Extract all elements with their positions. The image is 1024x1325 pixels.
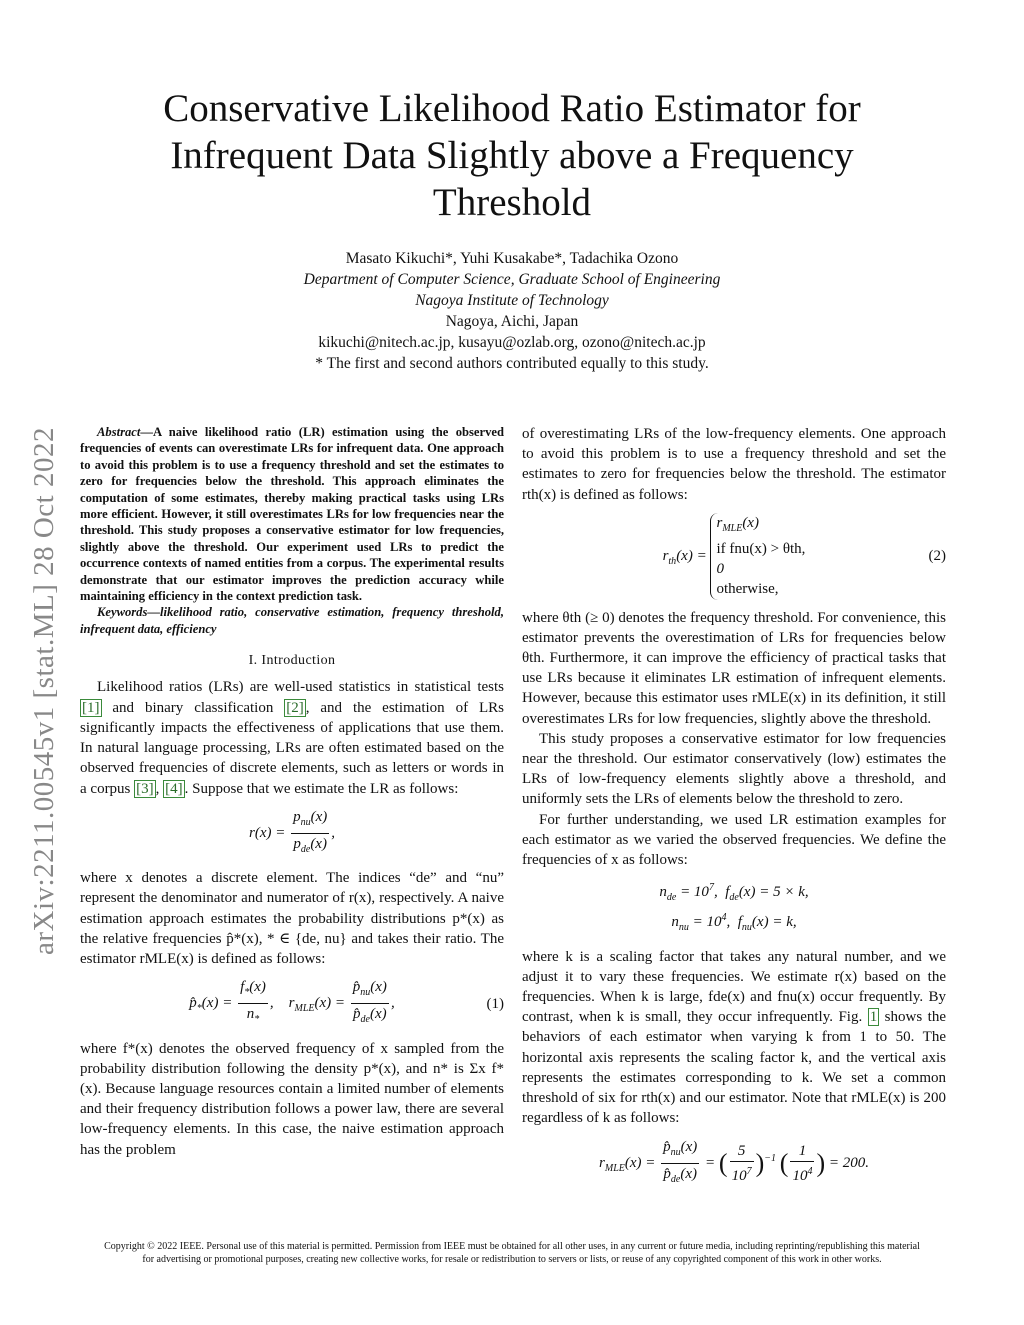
arxiv-identifier: arXiv:2211.00545v1 [stat.ML] 28 Oct 2022 (28, 427, 60, 955)
title-line: Conservative Likelihood Ratio Estimator for (163, 87, 861, 130)
abstract (80, 424, 504, 604)
body-paragraph: where θth (≥ 0) denotes the frequency threshold. For convenience, this estimator prevents the overestimation of LRs for frequencies below θth. Furthermore, it can improve the efficiency of practical tasks that use LRs because it eliminates LR estimation of infrequent elements. However, because this estimator uses rMLE(x) in its definition, it still overestimates LRs for low frequencies, slightly above the threshold. (522, 609, 946, 727)
intro-paragraph: Likelihood ratios (LRs) are well-used statistics in statistical tests [1] and binary classification [2] , and the estimation of LRs significantly impacts the effectiveness of applications that use them. In natural language processing, LRs are often estimated based on the observed frequencies of discrete elements, such as letters or words in a corpus [3] , [4] . Suppose that we estimate the LR as follows: (80, 679, 504, 797)
author-names: Masato Kikuchi*, Yuhi Kusakabe*, Tadachika Ozono (345, 250, 679, 267)
citation-link[interactable]: [2] (286, 699, 304, 716)
author-institute: Nagoya Institute of Technology (415, 292, 609, 309)
copyright-notice: Copyright © 2022 IEEE. Personal use of this material is permitted. Permission from IEEE must be obtained for all other uses, in any current or future media, including reprinting/republishing this material for advertising or promotional purposes, creating new collective works, for resale or redistribution to servers or lists, or reuse of any copyrighted component of this work in other works. (104, 1241, 920, 1265)
title-line: Threshold (432, 181, 592, 224)
equation-1: $p̂_*(x)$ = $\frac{f_*(x)}{n_*}$ , $r_{MLE}(x)$ = $\frac{p̂_{nu}(x)}{p̂_{de}(x)}$ , (1) (189, 979, 504, 1026)
author-emails: kikuchi@nitech.ac.jp, kusayu@ozlab.org, ozono@nitech.ac.jp (318, 334, 706, 351)
body-paragraph: For further understanding, we used LR estimation examples for each estimator as we varied the observed frequencies. We define the frequencies of x as follows: (522, 811, 946, 869)
equation-rmle-value: $r_{MLE}(x)$ = $\frac{p̂_{nu}(x)}{p̂_{de}(x)}$ = ( $\frac{5}{10^7}$ )$^{-1}$ ( $\frac{1}{10^4}$ ) = 200. (599, 1138, 869, 1185)
author-note: * The first and second authors contributed equally to this study. (315, 355, 709, 372)
body-paragraph: where k is a scaling factor that takes any natural number, and we adjust it to vary these frequencies. We estimate r(x) based on the frequencies. When k is large, fde(x) and fnu(x) occur frequently. By contrast, when k is small, they occur infrequently. Fig. 1 shows the behaviors of each estimator when varying k from 1 to 50. The horizontal axis represents the scaling factor k, and the vertical axis represents the estimates corresponding to k. We set a common threshold of six for rth(x) and our estimator. Note that rMLE(x) is 200 regardless of k as follows: (522, 948, 946, 1127)
equation-2: $r_{th}(x)$ = $r_{MLE}(x)$ if fnu(x) > θth, 0 otherwise, (2) (522, 513, 946, 600)
body-paragraph: where f*(x) denotes the observed frequency of x sampled from the probability distribution following the density p*(x), and n* is Σx f*(x). Because language resources contain a limited number of elements and their frequency distribution follows a power law, there are several low-frequency elements. In this case, the naive estimation approach has the problem (80, 1040, 504, 1158)
equation-lr: r(x) = $\frac{p_{nu}(x)}{p_{de}(x)}$ , (248, 808, 335, 855)
author-location: Nagoya, Aichi, Japan (445, 313, 579, 330)
equation-number: (1) (486, 995, 504, 1012)
citation-link[interactable]: [3] (136, 780, 154, 797)
left-column (80, 424, 504, 1160)
citation-link[interactable]: [1] (82, 699, 100, 716)
equation-frequencies: $n_{de} = 10^7$, $f_{de}(x) = 5 \times k$, $n_{nu} = 10^4$, $f_{nu}(x) = k$, (659, 882, 809, 934)
keywords: Keywords—likelihood ratio, conservative estimation, frequency threshold, infrequent data, efficiency (80, 605, 504, 636)
citation-link[interactable]: [4] (165, 780, 183, 797)
abstract-text: —A naive likelihood ratio (LR) estimation using the observed frequencies of events can overestimate LRs for infrequent data. One approach to avoid this problem is to use a frequency threshold and set the estimates to zero for frequencies below the threshold. This approach eliminates the computation of some estimates, thereby making practical tasks using LRs more efficient. However, it still overestimates LRs for low frequencies near the threshold. This study proposes a conservative estimator for low frequencies, slightly above the threshold. Our experiment used LRs to predict the occurrence contexts of named entities from a corpus. The experimental results demonstrate that our estimator improves the prediction accuracy while maintaining efficiency in the context prediction task. (80, 425, 504, 604)
figure-link[interactable]: 1 (869, 1009, 878, 1026)
right-column (522, 424, 946, 1198)
section-heading: I. Introduction (248, 653, 336, 669)
body-paragraph: of overestimating LRs of the low-frequency elements. One approach to avoid this problem is to use a frequency threshold and set the estimates to zero for frequencies below the threshold. The estimator rth(x) is defined as follows: (522, 426, 946, 503)
abstract-label: Abstract (97, 425, 141, 439)
body-paragraph: This study proposes a conservative estimator for low frequencies near the threshold. Our estimator conservatively (low) estimates the LRs of low-frequency elements slightly above a threshold, and uniformly sets the LRs of elements below the threshold to zero. (522, 730, 946, 808)
author-department: Department of Computer Science, Graduate School of Engineering (303, 271, 721, 288)
paper-title (100, 85, 924, 226)
body-paragraph: where x denotes a discrete element. The indices “de” and “nu” represent the denominator and numerator of r(x), respectively. A naive estimation approach estimates the probability distributions p*(x) as the relative frequencies p̂*(x), * ∈ {de, nu} and takes their ratio. The estimator rMLE(x) is defined as follows: (80, 870, 504, 967)
equation-number: (2) (928, 548, 946, 565)
title-line: Infrequent Data Slightly above a Frequency (170, 134, 854, 177)
author-block (150, 248, 874, 374)
